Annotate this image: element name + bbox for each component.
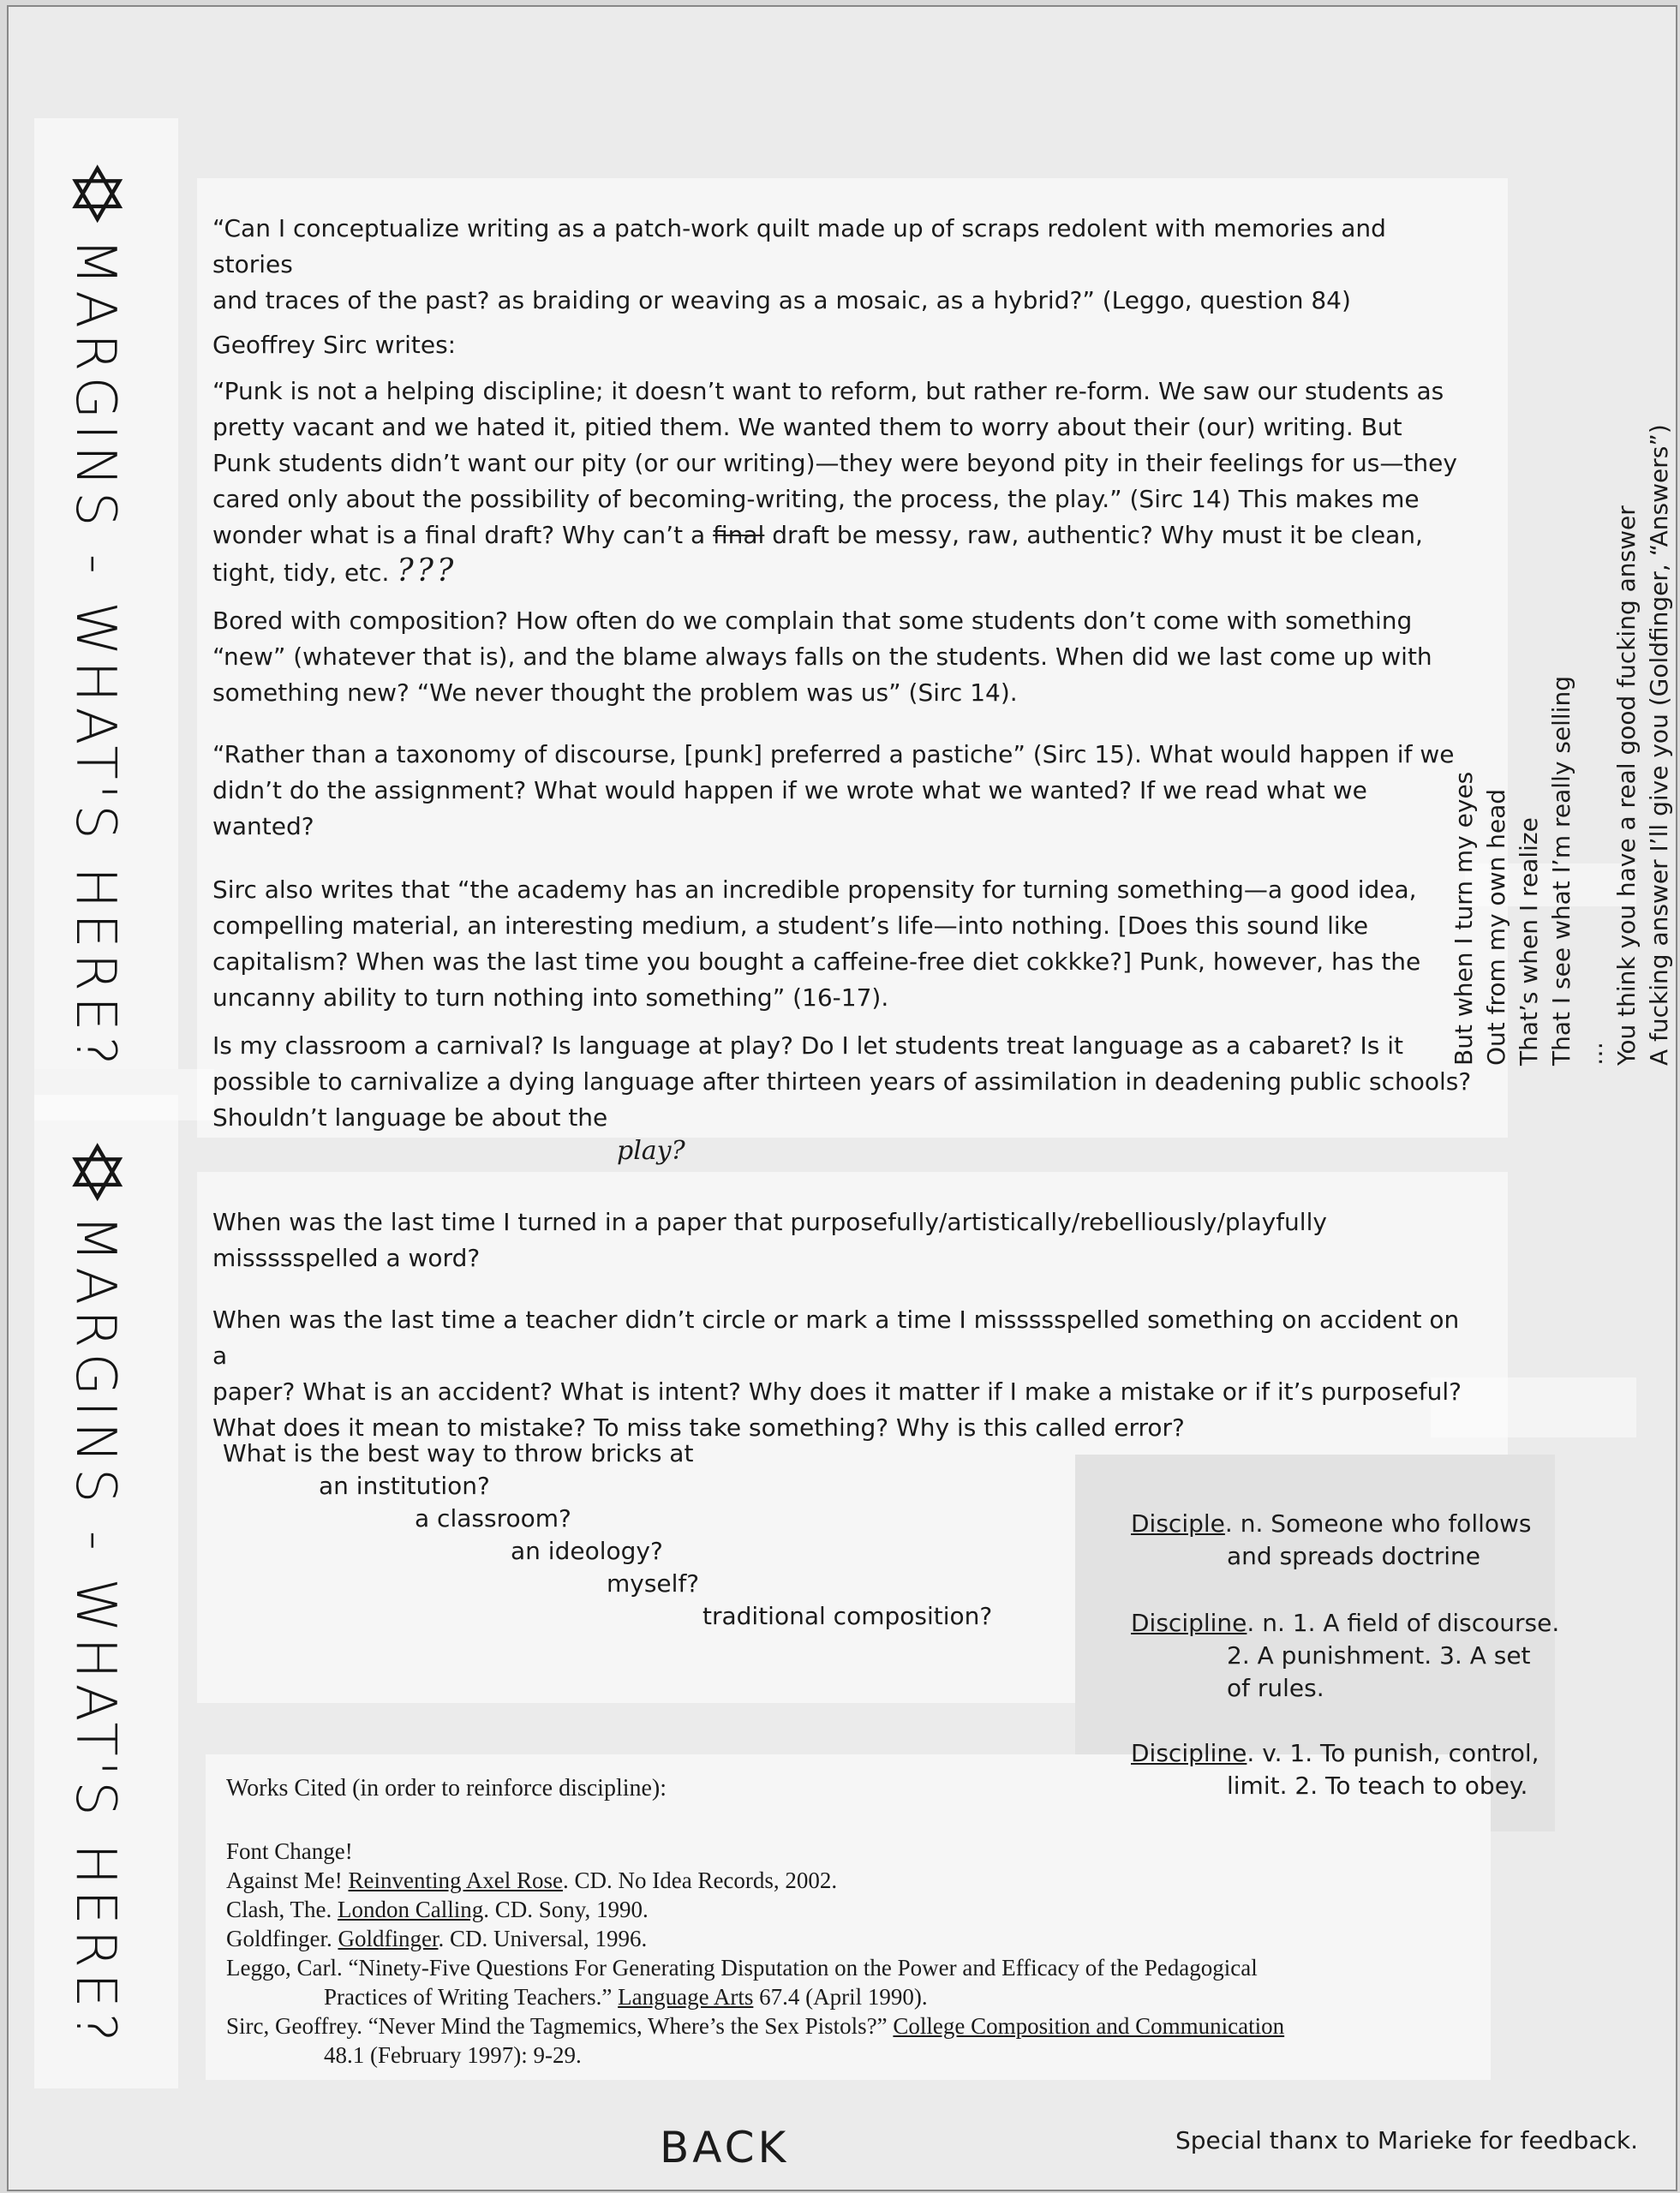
works-cited-entry-continued: 48.1 (February 1997): 9-29. <box>324 2042 582 2068</box>
handwritten-margin-note-bottom: MARGINS - WHAT'S HERE? <box>63 1215 127 2047</box>
works-cited-entry: Leggo, Carl. “Ninety-Five Questions For Generating Disputation on the Power and Efficacy of the Pedagogical <box>226 1955 1258 1981</box>
lyrics-column-left <box>1448 676 1578 1066</box>
works-cited-entry <box>226 1924 1477 1953</box>
definition-text: . v. 1. To punish, control, <box>1247 1739 1540 1767</box>
text-fragment: wonder what is a final draft? Why can’t a <box>212 521 714 549</box>
text-line <box>212 517 1472 553</box>
entry-text: Practices of Writing Teachers.” <box>324 1984 619 2010</box>
text-line: wanted? <box>212 812 314 840</box>
lyric-line: That’s when I realize <box>1515 817 1543 1066</box>
text-line <box>212 553 1472 591</box>
works-cited-title: Works Cited (in order to reinforce discipline): <box>226 1775 667 1802</box>
text-line: When was the last time a teacher didn’t circle or mark a time I missssspelled something on accident on a <box>212 1306 1460 1370</box>
works-cited-note: Font Change! <box>226 1838 353 1864</box>
academy-paragraph <box>212 872 1472 1016</box>
punk-quote <box>212 373 1472 591</box>
lyric-line: That I see what I’m really selling <box>1547 676 1575 1066</box>
definition-text: 2. A punishment. 3. A set <box>1227 1641 1531 1670</box>
definition-text: limit. 2. To teach to obey. <box>1227 1772 1528 1800</box>
definition-term: Disciple <box>1131 1509 1225 1538</box>
leggo-quote <box>212 211 1472 319</box>
text-line: possible to carnivalize a dying language after thirteen years of assimilation in deadening public schools? <box>212 1067 1472 1096</box>
text-line: uncanny ability to turn nothing into something” (16-17). <box>212 983 889 1012</box>
text-line: Is my classroom a carnival? Is language at play? Do I let students treat language as a cabaret? Is it <box>212 1031 1403 1060</box>
bricks-line: a classroom? <box>415 1504 571 1533</box>
entry-text: Sirc, Geoffrey. “Never Mind the Tagmemics, Where’s the Sex Pistols?” <box>226 2013 894 2039</box>
works-cited-entry <box>226 2011 1477 2041</box>
text-line: What does it mean to mistake? To miss take something? Why is this called error? <box>212 1413 1185 1442</box>
bricks-line: traditional composition? <box>702 1602 993 1630</box>
text-line: missssspelled a word? <box>212 1244 481 1272</box>
text-line: “Can I conceptualize writing as a patch-work quilt made up of scraps redolent with memories and stories <box>212 214 1386 278</box>
entry-text: Against Me! <box>226 1867 349 1893</box>
entry-title: Language Arts <box>618 1984 754 2010</box>
works-cited-entry-continued <box>226 1982 1477 2011</box>
text-line: “new” (whatever that is), and the blame always falls on the students. When did we last come up with <box>212 642 1432 671</box>
definition-discipline-verb <box>1131 1737 1540 1802</box>
bricks-line: What is the best way to throw bricks at <box>223 1439 694 1467</box>
handwritten-margin-note-top: MARGINS - WHAT'S HERE? <box>63 238 127 1071</box>
entry-text: Clash, The. <box>226 1897 338 1922</box>
carnival-paragraph <box>212 1028 1472 1136</box>
definition-disciple <box>1131 1508 1532 1573</box>
text-fragment: tight, tidy, etc. <box>212 559 390 587</box>
text-line: Punk students didn’t want our pity (or our writing)—they were beyond pity in their feelings for us—they <box>212 449 1457 477</box>
text-line: cared only about the possibility of becoming-writing, the process, the play.” (Sirc 14) This makes me <box>212 485 1420 513</box>
text-line: When was the last time I turned in a paper that purposefully/artistically/rebelliously/playfully <box>212 1208 1327 1236</box>
text-line: Sirc also writes that “the academy has an incredible propensity for turning something—a good idea, <box>212 875 1417 904</box>
thanks-note: Special thanx to Marieke for feedback. <box>1175 2126 1638 2154</box>
entry-title: Reinventing Axel Rose <box>348 1867 563 1893</box>
text-line: pretty vacant and we hated it, pitied them. We wanted them to worry about their (our) writing. But <box>212 413 1402 441</box>
definition-text: of rules. <box>1227 1674 1324 1702</box>
tape-strip <box>34 1069 214 1120</box>
entry-text: . CD. Universal, 1996. <box>438 1926 648 1951</box>
entry-title: Goldfinger <box>338 1926 439 1951</box>
struck-word: final <box>713 521 765 549</box>
bored-paragraph <box>212 603 1472 711</box>
handwritten-star-icon: ✡ <box>65 1129 130 1219</box>
text-line: didn’t do the assignment? What would happen if we wrote what we wanted? If we read what we <box>212 776 1367 804</box>
taxonomy-paragraph <box>212 737 1472 845</box>
definition-term: Discipline <box>1131 1739 1247 1767</box>
text-line: Bored with composition? How often do we complain that some students don’t come with something <box>212 607 1413 635</box>
bricks-line: an ideology? <box>511 1537 663 1565</box>
handwritten-back-note: BACK <box>660 2123 790 2172</box>
text-line: Geoffrey Sirc writes: <box>212 331 457 359</box>
bricks-line: an institution? <box>319 1472 490 1500</box>
works-cited-entry <box>226 1895 1477 1924</box>
text-fragment: draft be messy, raw, authentic? Why must it be clean, <box>764 521 1423 549</box>
text-line: something new? “We never thought the problem was us” (Sirc 14). <box>212 678 1018 707</box>
works-cited-entry <box>226 1866 1477 1895</box>
definition-text: and spreads doctrine <box>1227 1542 1481 1570</box>
misspelled-paragraph <box>212 1204 1472 1276</box>
lyric-line: A fucking answer I’ll give you (Goldfinger, “Answers”) <box>1645 424 1673 1066</box>
bricks-line: myself? <box>607 1569 700 1598</box>
play-word: play? <box>617 1136 685 1166</box>
text-line: “Punk is not a helping discipline; it doesn’t want to reform, but rather re-form. We saw our students as <box>212 377 1444 405</box>
mistake-paragraph <box>212 1302 1472 1446</box>
entry-text: . CD. No Idea Records, 2002. <box>562 1867 838 1893</box>
definition-text: . n. 1. A field of discourse. <box>1247 1609 1560 1637</box>
lyric-line: But when I turn my eyes <box>1450 771 1478 1066</box>
lyric-line: Out from my own head <box>1482 788 1510 1066</box>
entry-title: London Calling <box>338 1897 484 1922</box>
definition-term: Discipline <box>1131 1609 1247 1637</box>
text-line: and traces of the past? as braiding or weaving as a mosaic, as a hybrid?” (Leggo, question 84) <box>212 286 1351 314</box>
entry-text: 67.4 (April 1990). <box>753 1984 928 2010</box>
collage-page <box>7 5 1677 2191</box>
text-line: paper? What is an accident? What is intent? Why does it matter if I make a mistake or if it’s purposeful? <box>212 1377 1462 1406</box>
entry-text: . CD. Sony, 1990. <box>483 1897 649 1922</box>
handwritten-star-icon: ✡ <box>65 151 130 241</box>
entry-text: Goldfinger. <box>226 1926 338 1951</box>
definition-discipline-noun <box>1131 1607 1559 1705</box>
lyric-line: … <box>1580 1042 1608 1066</box>
text-line: “Rather than a taxonomy of discourse, [punk] preferred a pastiche” (Sirc 15). What would happen if we <box>212 740 1455 768</box>
definition-text: . n. Someone who follows <box>1224 1509 1532 1538</box>
lyrics-column-right <box>1578 424 1676 1066</box>
handwritten-question-marks: ??? <box>397 553 457 589</box>
entry-title: College Composition and Communication <box>893 2013 1285 2039</box>
works-cited-list <box>226 1837 1477 2070</box>
text-line: Shouldn’t language be about the <box>212 1103 608 1132</box>
lyric-line: You think you have a real good fucking answer <box>1612 505 1641 1066</box>
sirc-lead <box>212 327 1472 363</box>
text-line: capitalism? When was the last time you bought a caffeine-free diet cokkke?] Punk, however, has the <box>212 947 1421 976</box>
text-line: compelling material, an interesting medium, a student’s life—into nothing. [Does this sound like <box>212 911 1369 940</box>
